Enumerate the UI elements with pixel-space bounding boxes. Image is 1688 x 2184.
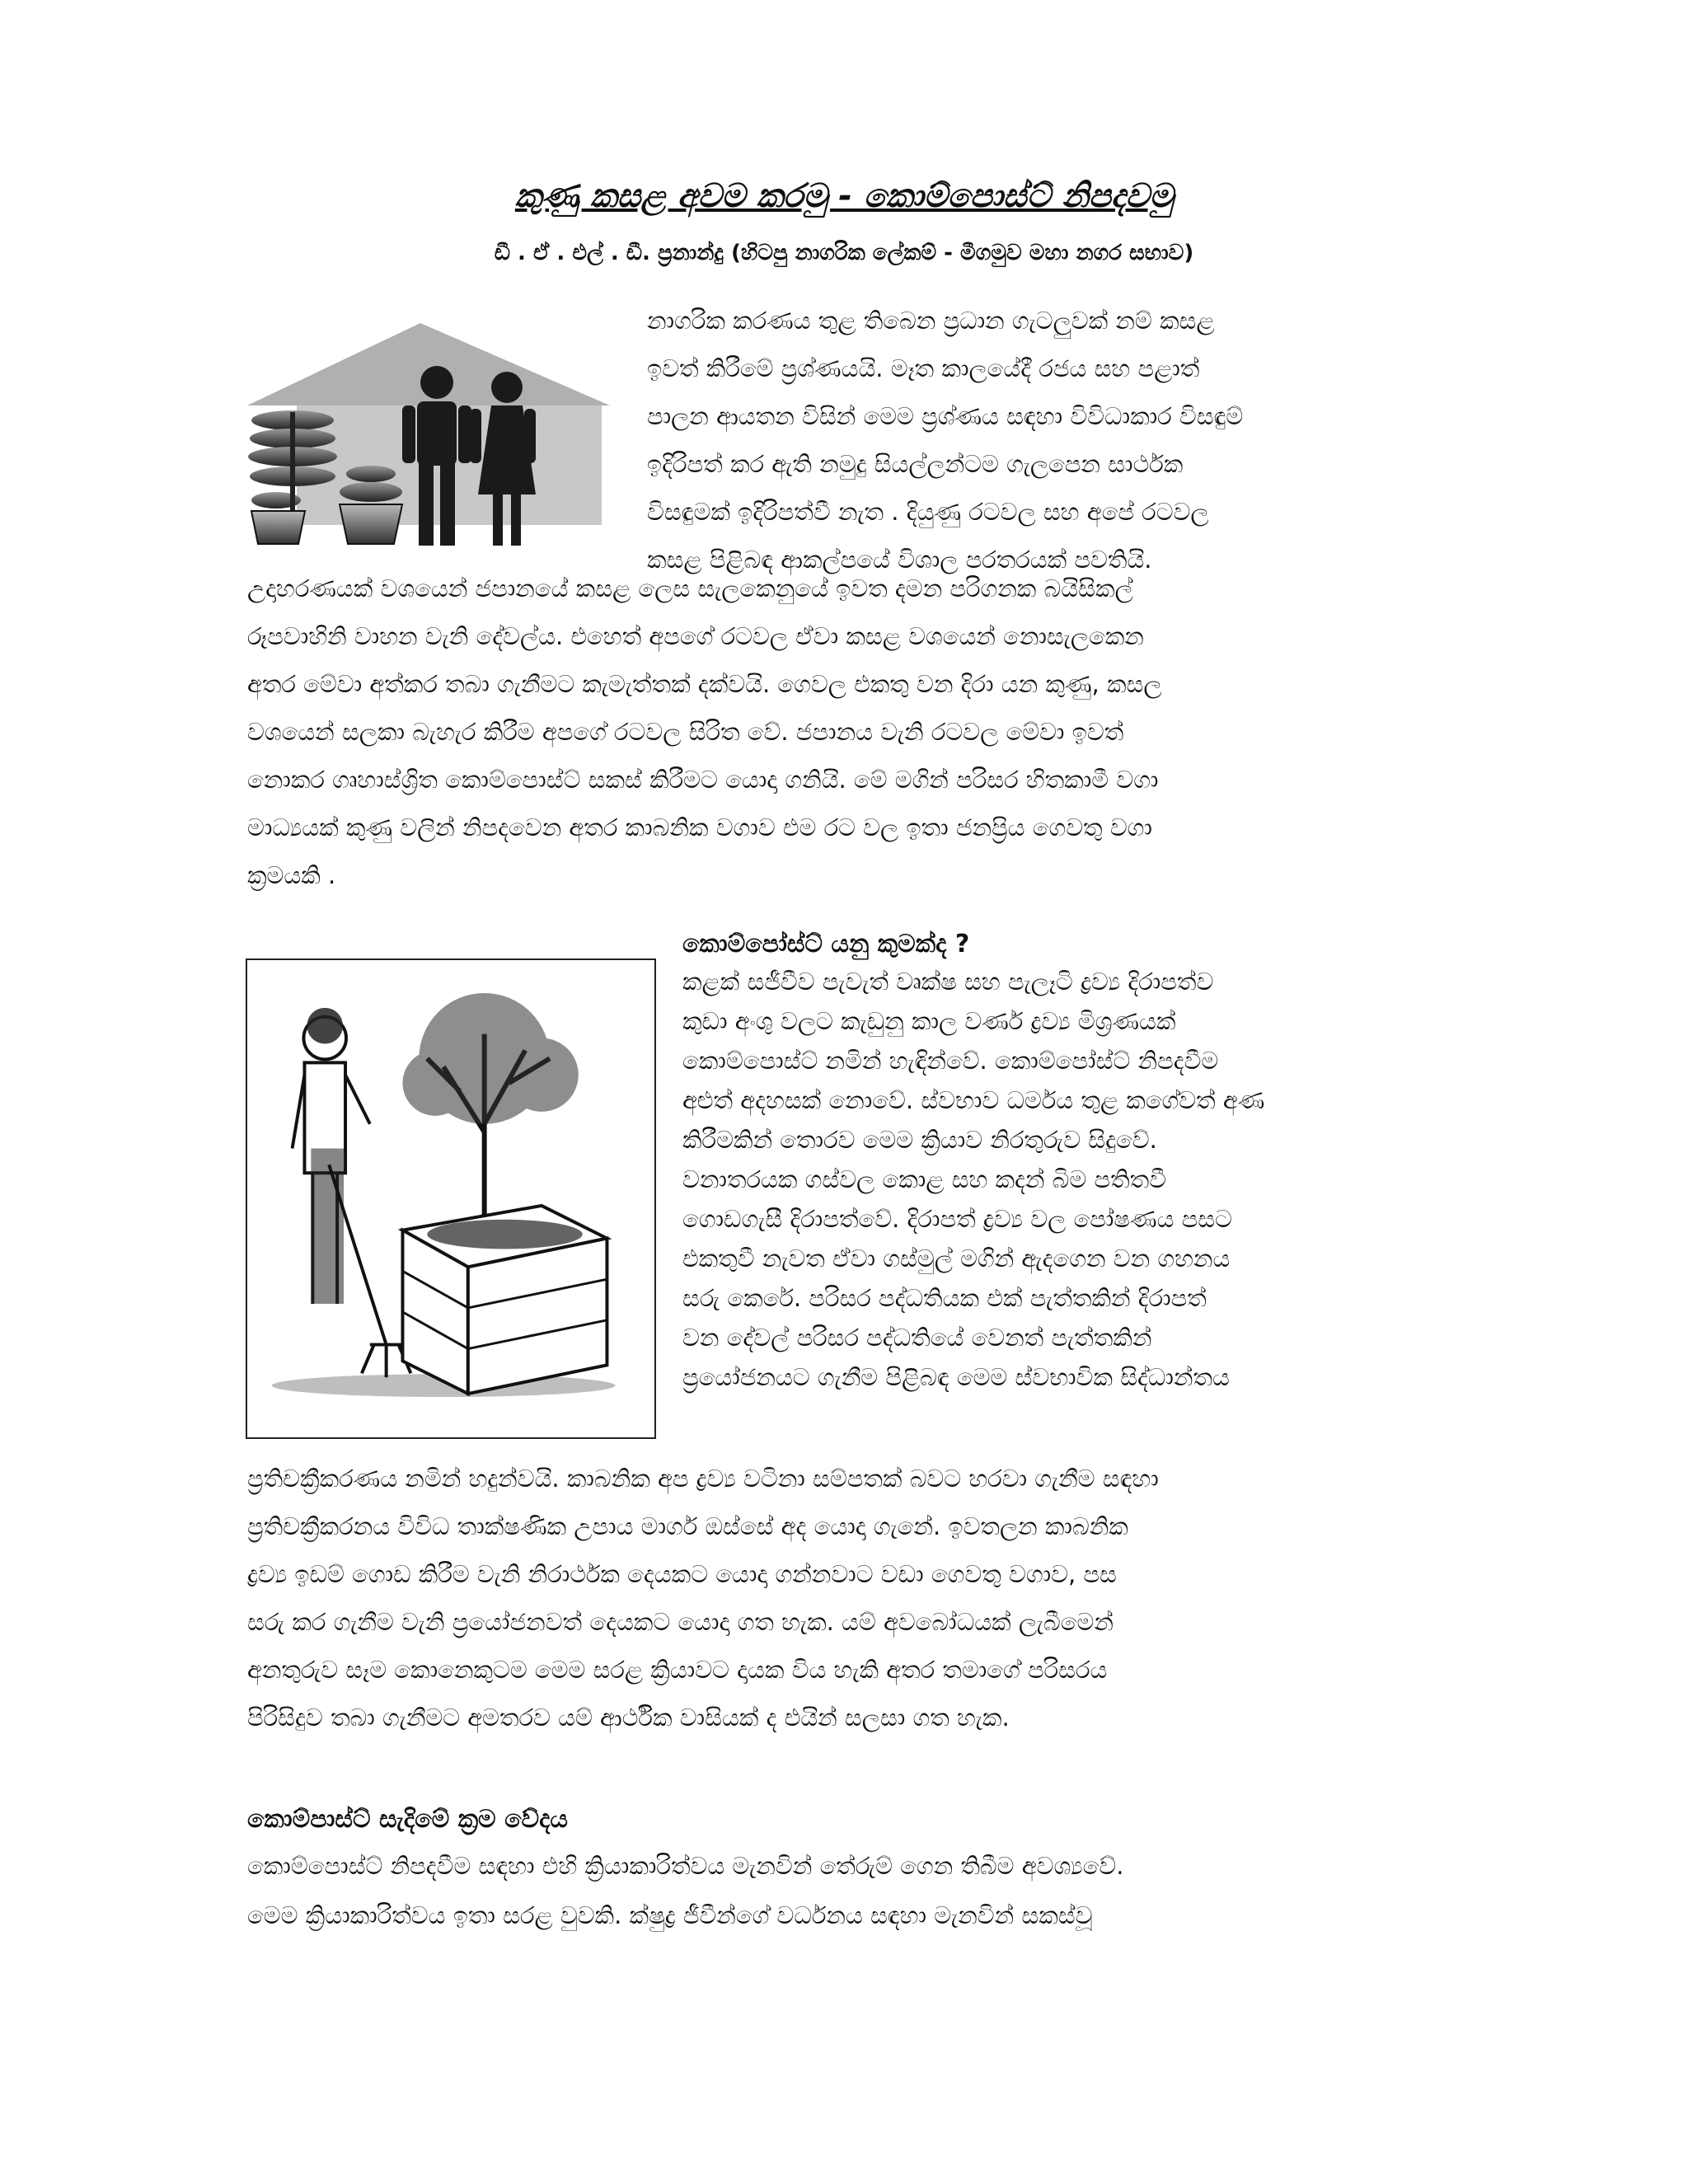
text-line: මාධ්‍යයක් කුණු වලින් නිපදවෙන අතර කාබනික වගාව එම රට වල ඉතා ජනප්‍රිය ගෙවතු වගා [247,813,1152,841]
text-line: මෙම ක්‍රියාකාරිත්වය ඉතා සරළ වුවකි. ක්ෂුද්‍ර ජීවීන්ගේ වර්ධනය සඳහා මැනවින් සකස්වූ [247,1901,1093,1929]
text-line: ගොඩගැසී දිරාපත්වේ. දිරාපත් ද්‍රව්‍ය වල පෝෂණය පසට [682,1205,1232,1233]
text-line: ද්‍රව්‍ය ඉඩම් ගොඩ කිරීම වැනි නිරාර්ථක දෙයකට යොදා ගන්නවාට වඩා ගෙවතු වගාව, පස [247,1560,1117,1588]
text-line: විසඳුමක් ඉදිරිපත්වී නැත . දියුණු රටවල සහ අපේ රටවල [647,498,1209,526]
text-line: ප්‍රතිචක්‍රීකරණය නමින් හදුන්වයි. කාබනික අප ද්‍රව්‍ය වටිනා සම්පතක් බවට හරවා ගැනීම සඳහා [247,1465,1159,1493]
house-family-illustration [247,323,610,554]
section-heading-method: කොම්පාස්ට් සැදිමේ ක්‍රම වේදය [247,1805,568,1834]
text-line: කුඩා අංශු වලට කැඩුනු කාල වර්ණ ද්‍රව්‍ය මිශ්‍රණයක් [682,1007,1176,1035]
compost-paragraph-continued [247,1463,1430,1750]
text-line: ක්‍රමයකි . [247,861,336,889]
text-line: නොකර ගෘහාස්ශ්‍රිත කොම්පොස්ට් සකස් කිරීමට යොදා ගනියි. මේ මගින් පරිසර හිතකාමී වගා [247,766,1159,794]
text-line: පාලන ආයතන විසින් මෙම ප්‍රශ්ණය සඳහා විවිධාකාර විසඳුම් [647,402,1244,430]
method-paragraph [247,1850,1430,1949]
text-line: වන දේවල් පරිසර පද්ධතියේ වෙනත් පැත්තකින් [682,1324,1152,1352]
compost-paragraph-top [682,966,1430,1401]
text-line: ප්‍රයෝජනයට ගැනීම පිළිබඳ මෙම ස්වභාවික සිද්ධාන්තය [682,1363,1230,1391]
text-line: උදාහරණයක් වශයෙන් ජපානයේ කසළ ලෙස සැලකෙනුයේ ඉවත දමන පරිගනක බයිසිකල් [247,574,1133,602]
text-line: රූපවාහිනි වාහන වැනි දේවල්ය. එහෙත් අපගේ රටවල ඒවා කසළ වශයෙන් නොසැලකෙන [247,622,1144,650]
text-line: ඉදිරිපත් කර ඇති නමුදු සියල්ලන්ටම ගැලපෙන සාර්ථක [647,450,1184,478]
text-line: පිරිසිදුව තබා ගැනීමට අමතරව යම් ආර්ථික වාසියක් ද එයින් සලසා ගත හැක. [247,1704,1010,1732]
text-line: නාගරික කරණය තුළ තිබෙන ප්‍රධාන ගැටලුවක් නම් කසළ [647,307,1215,335]
text-line: වශයෙන් සලකා බැහැර කිරීම අපගේ රටවල සිරිත වේ. ජපානය වැනි රටවල මේවා ඉවත් [247,718,1124,746]
text-line: කොම්පොස්ට් නමින් හැඳින්වේ. කොම්පෝස්ට් නිපදවීම [682,1047,1219,1075]
section-heading-what-is-compost: කොම්පෝස්ට් යනු කුමක්ද ? [682,930,970,958]
text-line: කළක් සජීවීව පැවැත් වෘක්ෂ සහ පැලෑටි ද්‍රව්‍ය දිරාපත්ව [682,968,1214,996]
author-byline: ඩී . ඒ . එල් . ඩී. ප්‍රනාන්දු (හිටපු නාගරික ලේකම් - මීගමුව මහා නගර සභාව) [494,241,1194,265]
text-line: වනාතරයක ගස්වල කොළ සහ කදන් බිම පතිතවී [682,1165,1167,1193]
text-line: ඉවත් කිරීමේ ප්‍රශ්ණයයි. මෑත කාලයේදී රජය සහ පළාත් [647,354,1200,382]
text-line: සරු කර ගැනීම වැනි ප්‍රයෝජනවත් දෙයකට යොදා ගත හැක. යම් අවබෝධයක් ලැබීමෙන් [247,1608,1114,1636]
intro-paragraph-top [647,305,1430,592]
text-line: අනතුරුව සෑම කොනෙකුටම මෙම සරළ ක්‍රියාවට දායක විය හැකි අතර තමාගේ පරිසරය [247,1656,1108,1684]
text-line: ප්‍රතිචක්‍රීකරනය විවිධ තාක්ෂණික උපාය මාර්ග ඔස්සේ අද යොදා ගැනේ. ඉවතලන කාබනික [247,1512,1128,1540]
text-line: එකතුවී නැවත ඒවා ගස්මුල් මගින් ඇදගෙන වන ගහනය [682,1244,1231,1272]
compost-bin-illustration [246,958,656,1439]
article-title: කුණු කසළ අවම කරමු - කොම්පොස්ට් නිපදවමු [514,177,1174,215]
text-line: කිරීමකින් තොරව මෙම ක්‍රියාව නිරතුරුව සිදුවේ. [682,1126,1157,1154]
text-line: කොම්පොස්ට් නිපදවීම සඳහා එහි ක්‍රියාකාරිත්වය මැනවින් තේරුම් ගෙන තිබීම අවශ්‍යවේ. [247,1852,1124,1880]
text-line: අළුත් අදහසක් නොවේ. ස්වභාව ධර්මය තුළ කගේවත් අණ [682,1086,1265,1114]
text-line: සරු කෙරේ. පරිසර පද්ධතියක එක් පැත්තකින් දිරාපත් [682,1284,1207,1312]
text-line: කසළ පිළිබඳ ආකල්පයේ විශාල පරතරයක් පවතියි. [647,546,1152,574]
intro-paragraph-continued [247,573,1430,907]
text-line: අතර මේවා අත්කර තබා ගැනීමට කැමැත්තක් දක්වයි. ගෙවල එකතු වන දිරා යන කුණු, කසල [247,670,1162,698]
